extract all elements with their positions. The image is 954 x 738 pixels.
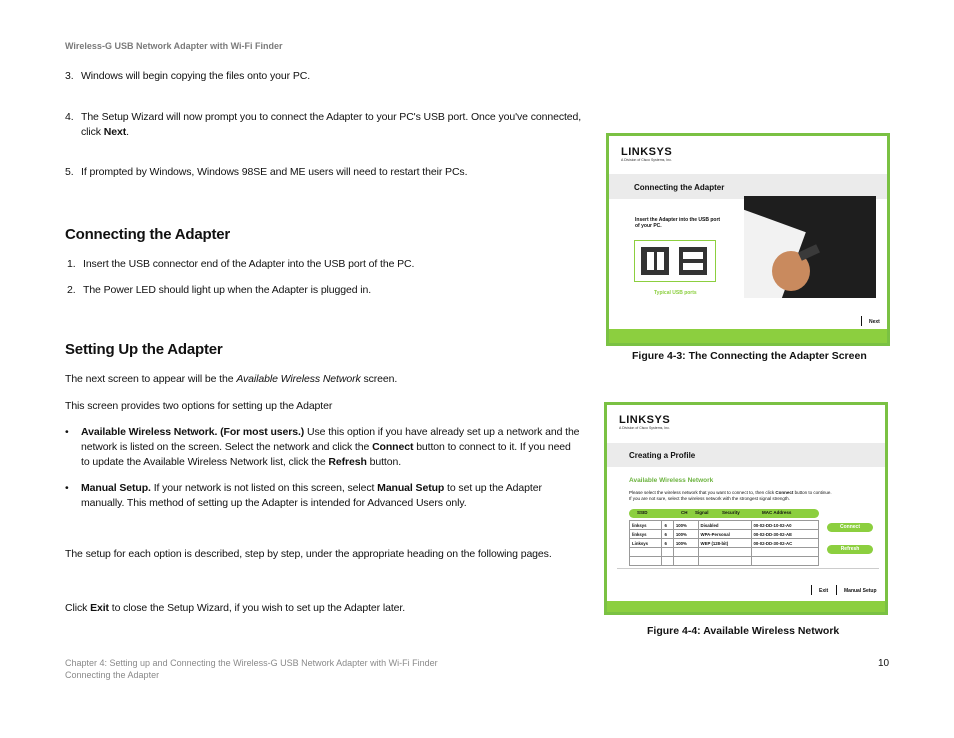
page-number: 10: [878, 658, 890, 669]
next-button[interactable]: Next: [869, 319, 880, 325]
bullet-manual-setup: • Manual Setup. If your network is not listed on this screen, select Manual Setup to set up the Adapter manually. This method of setting up the Adapter is intended for Advanced Users only.: [65, 482, 542, 509]
running-header: Wireless-G USB Network Adapter with Wi-Fi Finder: [65, 41, 283, 51]
table-row[interactable]: linksys 6 100% WPA-Personal 00-02-DD-30-02-AE: [630, 530, 819, 539]
connect-step-1: 1. Insert the USB connector end of the Adapter into the USB port of the PC.: [67, 258, 415, 270]
setup-description: The setup for each option is described, step by step, under the appropriate heading on the following pages.: [65, 548, 552, 560]
bullet-available-network: • Available Wireless Network. (For most users.) Use this option if you have already set up a network and the network is listed on the screen. Select the network and click the Connect button to connect to it. If you need to update the Available Wireless Network list, click the Refresh button.: [65, 426, 580, 468]
step-3: 3. Windows will begin copying the files onto your PC.: [65, 70, 311, 82]
exit-button[interactable]: Exit: [819, 588, 829, 594]
usb-port-icon: [641, 247, 669, 275]
intro-paragraph: The next screen to appear will be the Available Wireless Network screen.: [65, 373, 398, 385]
divider: [836, 585, 837, 595]
manual-setup-button[interactable]: Manual Setup: [844, 588, 877, 594]
figure-caption: Figure 4-3: The Connecting the Adapter Screen: [632, 350, 867, 362]
table-row: [630, 548, 819, 557]
section-heading-connecting: Connecting the Adapter: [65, 226, 231, 243]
divider: [811, 585, 812, 595]
step-5: 5. If prompted by Windows, Windows 98SE and ME users will need to restart their PCs.: [65, 166, 468, 178]
connect-step-2: 2. The Power LED should light up when the Adapter is plugged in.: [67, 284, 372, 296]
table-row[interactable]: linksys 6 100% Disabled 00-02-DD-10-02-A0: [630, 521, 819, 530]
table-header: SSID CH Signal Security MAC Address: [629, 509, 819, 518]
figure-available-wireless-network: [604, 402, 888, 615]
usb-ports-illustration: [634, 240, 716, 282]
usb-ports-caption: Typical USB ports: [654, 290, 697, 296]
table-row[interactable]: Linksys 6 100% WEP (128-bit) 00-02-DD-30-02-AC: [630, 539, 819, 548]
step-4: 4. The Setup Wizard will now prompt you to connect the Adapter to your PC's USB port. Once you've connected, click Next.: [65, 111, 582, 138]
network-description: Please select the wireless network that you want to connect to, then click Connect button to continue. If you are not sure, select the wireless network with the strongest signal strength.: [629, 490, 832, 501]
footer: Chapter 4: Setting up and Connecting the Wireless-G USB Network Adapter with Wi-Fi Finder Connecting the Adapter: [65, 658, 438, 680]
title-band: Creating a Profile: [607, 443, 885, 467]
title-band: Connecting the Adapter: [609, 174, 887, 199]
photo-plugging-adapter: [744, 196, 876, 298]
options-paragraph: This screen provides two options for setting up the Adapter: [65, 400, 333, 412]
divider: [861, 316, 862, 326]
bottom-bar: [609, 329, 887, 343]
divider: [617, 568, 879, 569]
table-row: [630, 557, 819, 566]
figure-connecting-adapter-screen: [606, 133, 890, 346]
insert-instruction: Insert the Adapter into the USB port of your PC.: [635, 217, 721, 229]
linksys-logo: LINKSYS A Division of Cisco Systems, Inc.: [621, 146, 673, 162]
refresh-button[interactable]: Refresh: [827, 545, 873, 554]
linksys-logo: LINKSYS A Division of Cisco Systems, Inc.: [619, 414, 671, 430]
connect-button[interactable]: Connect: [827, 523, 873, 532]
section-heading-setting-up: Setting Up the Adapter: [65, 341, 223, 358]
usb-port-icon: [679, 247, 707, 275]
bullet-dot: •: [65, 426, 69, 438]
network-table: [629, 509, 819, 566]
figure-caption: Figure 4-4: Available Wireless Network: [647, 625, 840, 637]
bottom-bar: [607, 601, 885, 612]
available-network-title: Available Wireless Network: [629, 477, 714, 484]
exit-instruction: Click Exit to close the Setup Wizard, if you wish to set up the Adapter later.: [65, 602, 406, 614]
bullet-dot: •: [65, 482, 69, 494]
network-list: [629, 520, 819, 566]
